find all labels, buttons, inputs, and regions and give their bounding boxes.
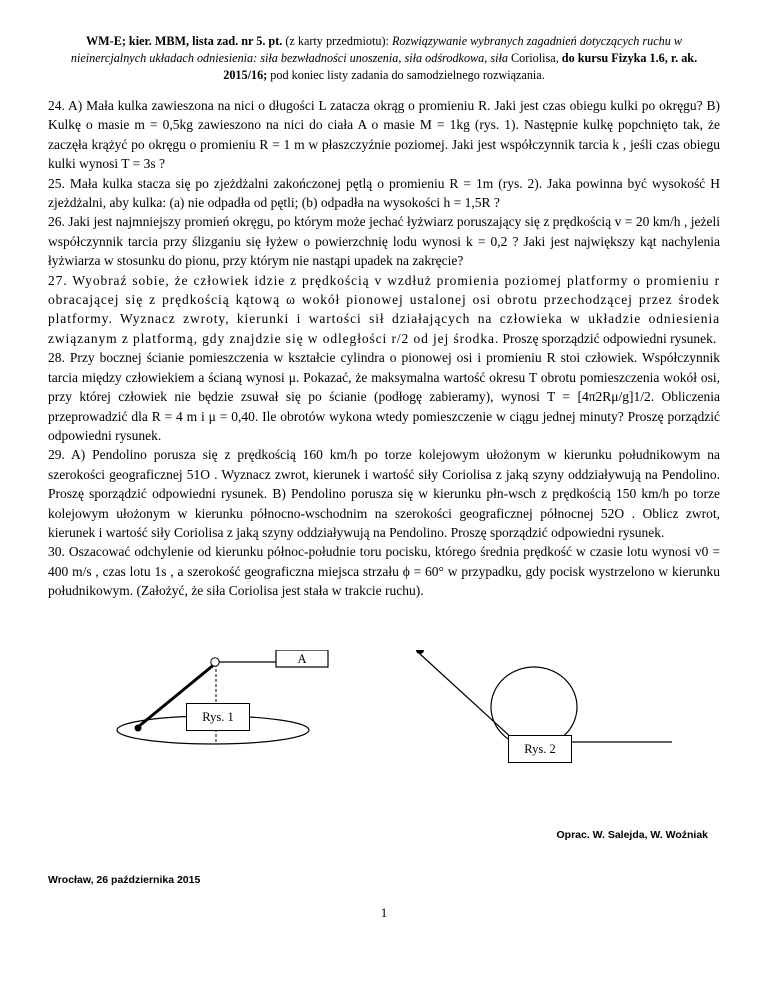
- problem-25: 25. Mała kulka stacza się po zjeżdżalni zakończonej pętlą o promieniu R = 1m (rys. 2). Jaka powinna być wysokość H zjeżdżalni, aby kulka: (a) nie odpadła od pętli; (b) odpadła na wysokości h = 1,5R ?: [48, 175, 720, 211]
- document-header: [48, 33, 720, 84]
- fig1-label: Rys. 1: [186, 703, 250, 731]
- pivot-hole: [211, 658, 219, 666]
- page-number: 1: [380, 905, 388, 920]
- problem-26: 26. Jaki jest najmniejszy promień okręgu, po którym może jechać łyżwiarz poruszający się z prędkością v = 20 km/h , jeżeli współczynnik tarcia przy ślizganiu się łyżew o powierzchnię lodu wynosi k = 0,2 ? Jaki jest największy kąt nachylenia łyżwiarza w stosunku do pionu, przy którym nie nastąpi upadek na zakręcie?: [48, 214, 720, 269]
- authors: Oprac. W. Salejda, W. Woźniak: [556, 829, 708, 841]
- header-trailing: pod koniec listy zadania do samodzielnego rozwiązania.: [267, 68, 545, 82]
- fig2-label: Rys. 2: [508, 735, 572, 763]
- figures: [48, 650, 720, 756]
- problem-27-text: 27. Wyobraź sobie, że człowiek idzie z prędkością v wzdłuż promienia poziomej platformy o promieniu r obracającej się z prędkością kątową ω wokół pionowej ustalonej osi obrotu przechodzącej przez środek platformy. Wyznacz zwroty, kierunki i wartości sił działających na człowieka w układzie odniesienia związanym z platformą, gdy znajdzie się w odległości r/2 od jej środka.: [48, 272, 720, 346]
- problem-28: 28. Przy bocznej ścianie pomieszczenia w kształcie cylindra o pionowej osi i promieniu R stoi człowiek. Współczynnik tarcia między człowiekiem a ścianą wynosi μ. Pokazać, że maksymalna wartość okresu T obrotu pomieszczenia wokół osi, przy której człowiek nie będzie zsuwał się po ścianie (podłogę zabieramy), wynosi T = [4π2Rμ/g]1/2. Obliczenia przeprowadzić dla R = 4 m i μ = 0,40. Ile obrotów wykona wtedy pomieszczenie w ciągu jednej minuty? Proszę porządzić odpowiedni rysunek.: [48, 350, 720, 443]
- problem-29: 29. A) Pendolino porusza się z prędkością 160 km/h po torze kolejowym ułożonym w kierunku południkowym na szerokości geograficznej 51O . Wyznacz zwrot, kierunek i wartość siły Coriolisa z jaką szyny oddziaływują na Pendolino. Proszę sporządzić odpowiedni rysunek. B) Pendolino porusza się w kierunku płn-wsch z prędkością 150 km/h po torze kolejowym ułożonym w kierunku północno-wschodnim na szerokości geograficznej północnej 52O . Oblicz zwrot, kierunek i wartość siły Coriolisa z jaką szyny oddziaływują na Pendolino. Proszę sporządzić odpowiedni rysunek.: [48, 447, 720, 540]
- problem-27: [48, 271, 720, 349]
- problem-24: 24. A) Mała kulka zawieszona na nici o długości L zatacza okrąg o promieniu R. Jaki jest czas obiegu kulki po okręgu? B) Kulkę o masie m = 0,5kg zawieszono na nici do ciała A o masie M = 1kg (rys. 1). Następnie kulkę popchnięto tak, że zaczęła krążyć po okręgu o promieniu R = 1 m w płaszczyźnie poziomej. Jaki jest współczynnik tarcia k , jeśli czas obiegu kulki wynosi T = 3s ?: [48, 98, 720, 172]
- header-coriolis: Coriolisa,: [507, 51, 562, 65]
- header-bold-intro: WM-E; kier. MBM, lista zad. nr 5. pt.: [85, 34, 283, 48]
- ball-marker: [135, 725, 142, 732]
- header-bold-course: do kursu Fizyka 1.6, r. ak. 2015/16;: [223, 51, 698, 82]
- block-a-label: A: [297, 652, 307, 666]
- problem-27-tail: Proszę sporządzić odpowiedni rysunek.: [499, 330, 717, 346]
- header-card-note: (z karty przedmiotu):: [282, 34, 392, 48]
- problem-30: 30. Oszacować odchylenie od kierunku północ-południe toru pocisku, którego średnia prędkość w czasie lotu wynosi v0 = 400 m/s , czas lotu 1s , a szerokość geograficzna miejsca strzału ϕ = 60° w przypadku, gdy pocisk wystrzelono w kierunku południkowym. (Założyć, że siła Coriolisa jest stała w trakcie ruchu).: [48, 544, 720, 599]
- problem-list: [48, 96, 720, 601]
- figure-drawings: [48, 650, 720, 750]
- slide-ball: [416, 650, 424, 654]
- slide-ramp: [420, 654, 514, 740]
- header-course-title: Rozwiązywanie wybranych zagadnień dotyczących ruchu w nieinercjalnych układach odniesienia: siła bezwładności unoszenia, siła odśrodkowa, siła: [70, 34, 683, 65]
- place-date: Wrocław, 26 października 2015: [48, 874, 201, 886]
